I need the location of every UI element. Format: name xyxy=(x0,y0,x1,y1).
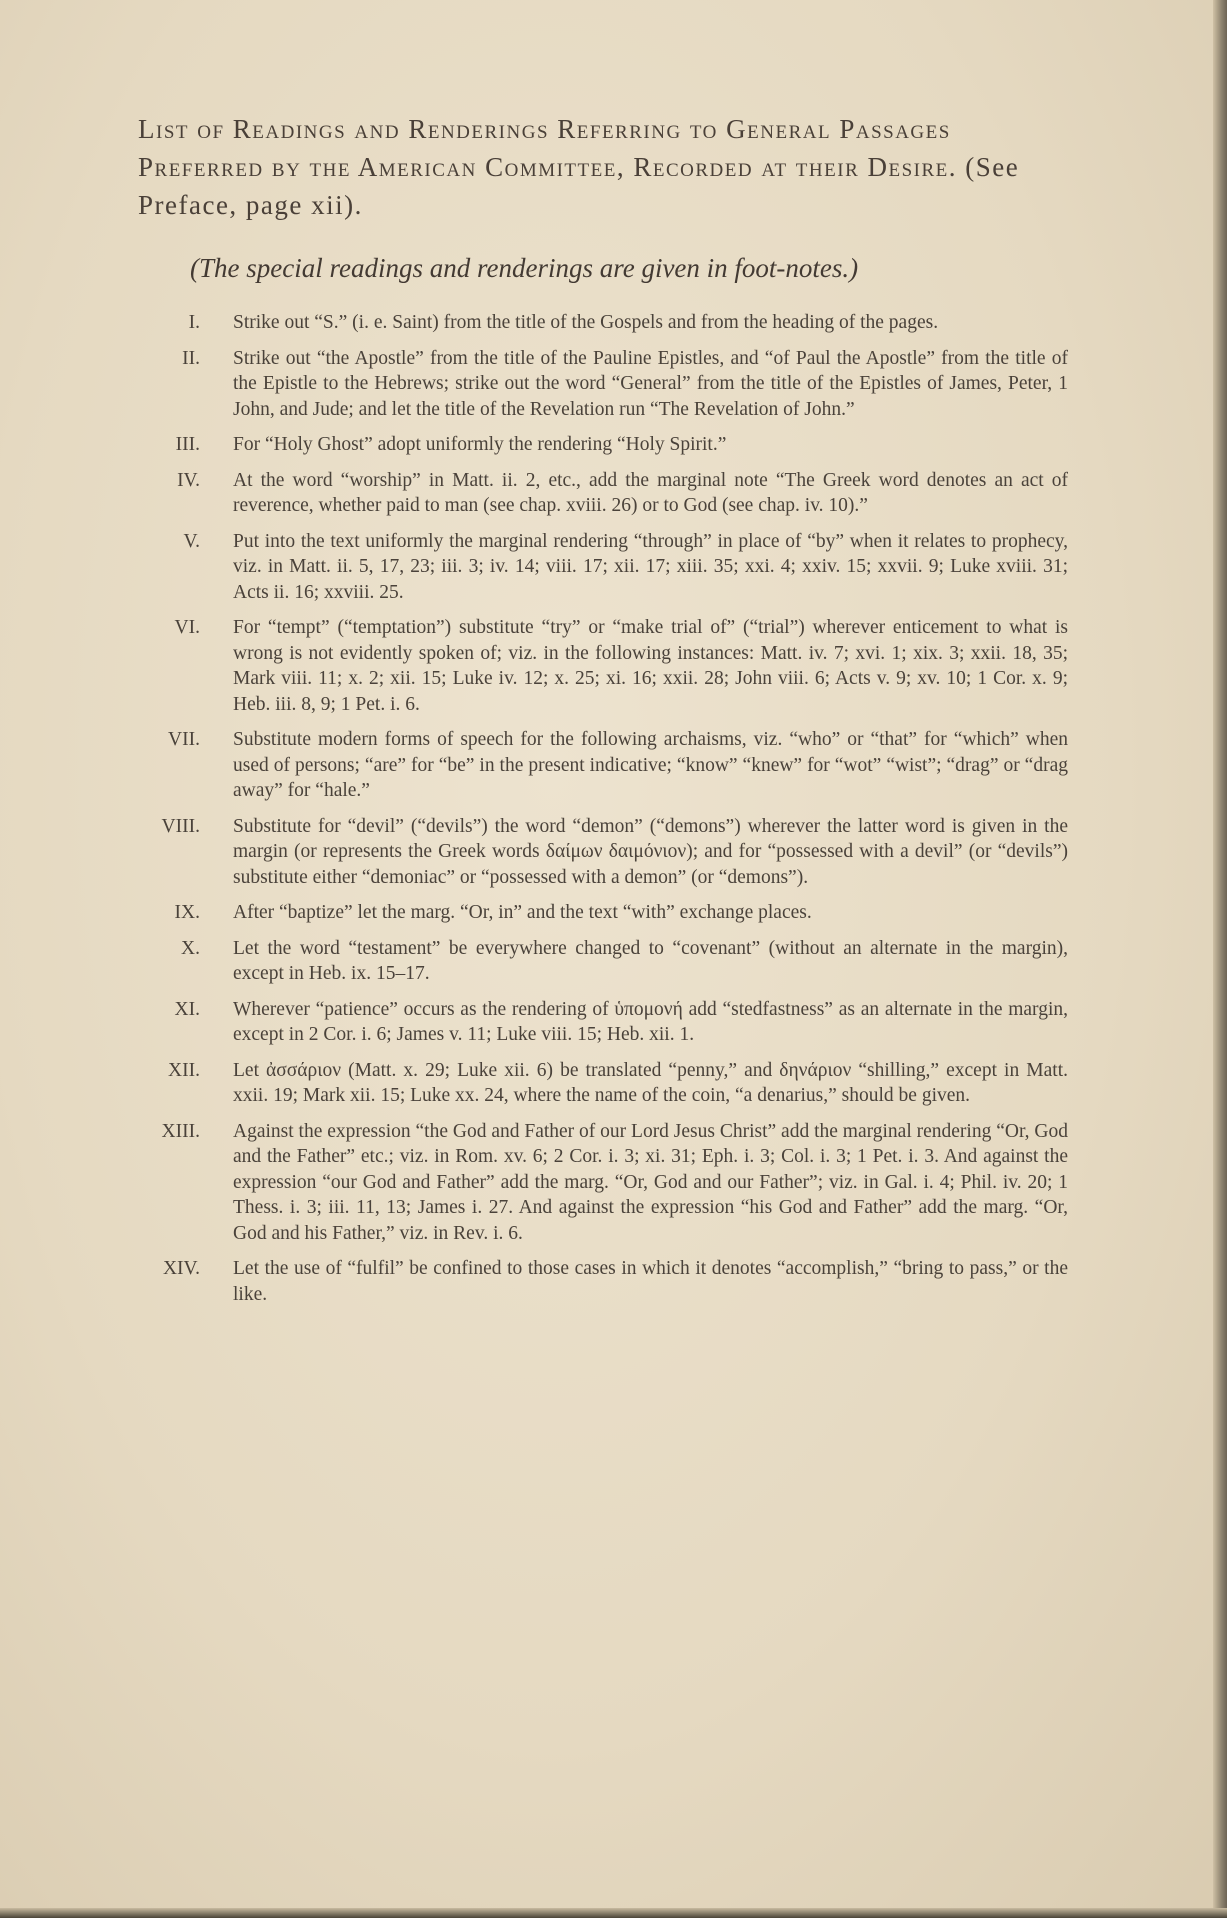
page-edge-right xyxy=(1213,0,1227,1918)
item-text: Against the expression “the God and Father of our Lord Jesus Christ” add the marginal rendering “Or, God and the Father” etc.; viz. in Rom. xv. 6; 2 Cor. i. 3; xi. 31; Eph. i. 3; Col. i. 3; 1 Pet. i. 3. And against the expression “our God and Father” add the marg. “Or, God and our Father”; viz. in Gal. i. 4; Phil. iv. 20; 1 Thess. i. 3; iii. 11, 13; James i. 27. And against the expression “his God and Father” add the marg. “Or, God and his Father,” viz. in Rev. i. 6. xyxy=(233,1120,1068,1244)
item-number: I. xyxy=(188,312,200,333)
item-number: XI. xyxy=(174,998,200,1020)
list-item xyxy=(138,936,1068,987)
item-text: Substitute for “devil” (“devils”) the word “demon” (“demons”) wherever the latter word is given in the margin (or represents the Greek words δαίμων δαιμόνιον); and for “possessed with a devil” (or “devils”) substitute either “demoniac” or “possessed with a demon” (or “demons”). xyxy=(233,815,1068,888)
heading-caps: List of Readings and Renderings Referring to General Passages Preferred by the American Committee, Recorded at their Desire. xyxy=(138,114,958,182)
list-item xyxy=(138,727,1068,804)
list-item xyxy=(138,310,1068,336)
list-item xyxy=(138,615,1068,717)
item-number: III. xyxy=(175,434,200,455)
item-text: For “tempt” (“temptation”) substitute “try” or “make trial of” (“trial”) wherever enticement to what is wrong is not evidently spoken of; viz. in the following instances: Matt. iv. 7; xvi. 1; xix. 3; xxii. 18, 35; Mark viii. 11; x. 2; xii. 15; Luke iv. 12; x. 25; xi. 16; xxii. 28; John viii. 6; Acts v. 9; xv. 10; 1 Cor. x. 9; Heb. iii. 8, 9; 1 Pet. i. 6. xyxy=(233,617,1068,715)
readings-list xyxy=(138,310,1068,1307)
item-text: Let the word “testament” be everywhere changed to “covenant” (without an alternate in the margin), except in Heb. ix. 15–17. xyxy=(233,937,1068,984)
item-number: VIII. xyxy=(161,815,200,837)
item-text: Strike out “S.” (i. e. Saint) from the title of the Gospels and from the heading of the pages. xyxy=(233,312,939,333)
page-heading xyxy=(138,110,1068,224)
item-text: After “baptize” let the marg. “Or, in” and the text “with” exchange places. xyxy=(233,902,812,923)
footnote-note: (The special readings and renderings are given in foot-notes.) xyxy=(190,253,859,283)
item-text: At the word “worship” in Matt. ii. 2, etc., add the marginal note “The Greek word denotes an act of reverence, whether paid to man (see chap. xviii. 26) or to God (see chap. iv. 10).” xyxy=(233,469,1068,516)
item-text: Put into the text uniformly the marginal rendering “through” in place of “by” when it relates to prophecy, viz. in Matt. ii. 5, 17, 23; iii. 3; iv. 14; viii. 17; xii. 17; xiii. 35; xxi. 4; xxiv. 15; xxvii. 9; Luke xviii. 31; Acts ii. 16; xxviii. 25. xyxy=(233,530,1068,603)
item-text: Let the use of “fulfil” be confined to those cases in which it denotes “accomplish,” “bring to pass,” or the like. xyxy=(233,1258,1068,1305)
heading-preface-reference: (See Preface, page xii). xyxy=(138,152,1020,220)
list-item xyxy=(138,432,1068,458)
item-number: XIV. xyxy=(162,1258,200,1279)
page-edge-bottom xyxy=(0,1908,1227,1918)
item-text: Substitute modern forms of speech for the following archaisms, viz. “who” or “that” for “which” when used of persons; “are” for “be” in the present indicative; “know” “knew” for “wot” “wist”; “drag” or “drag away” for “hale.” xyxy=(233,729,1068,801)
item-text: Wherever “patience” occurs as the rendering of ὑπομονή add “stedfastness” as an alternate in the margin, except in 2 Cor. i. 6; James v. 11; Luke viii. 15; Heb. xii. 1. xyxy=(233,998,1068,1045)
list-item xyxy=(138,468,1068,519)
list-item xyxy=(138,1256,1068,1307)
item-number: V. xyxy=(183,530,200,552)
list-item xyxy=(138,900,1068,926)
item-number: VI. xyxy=(174,617,200,638)
item-number: VII. xyxy=(168,729,200,750)
item-number: IV. xyxy=(177,469,200,491)
list-item xyxy=(138,814,1068,891)
list-item xyxy=(138,1119,1068,1247)
list-item xyxy=(138,997,1068,1048)
item-text: Strike out “the Apostle” from the title of the Pauline Epistles, and “of Paul the Apostle” from the title of the Epistle to the Hebrews; strike out the word “General” from the title of the Epistles of James, Peter, 1 John, and Jude; and let the title of the Revelation run “The Revelation of John.” xyxy=(233,347,1068,420)
item-number: XII. xyxy=(168,1059,200,1081)
list-item xyxy=(138,529,1068,606)
item-text: For “Holy Ghost” adopt uniformly the rendering “Holy Spirit.” xyxy=(233,434,727,455)
page-content xyxy=(138,110,1068,1317)
list-item xyxy=(138,1058,1068,1109)
item-text: Let ἀσσάριον (Matt. x. 29; Luke xii. 6) be translated “penny,” and δηνάριον “shilling,” except in Matt. xxii. 19; Mark xii. 15; Luke xx. 24, where the name of the coin, “a denarius,” should be given. xyxy=(233,1059,1068,1106)
item-number: X. xyxy=(181,937,200,959)
list-item xyxy=(138,346,1068,423)
item-number: II. xyxy=(182,347,200,369)
item-number: XIII. xyxy=(161,1120,200,1142)
item-number: IX. xyxy=(174,902,200,923)
